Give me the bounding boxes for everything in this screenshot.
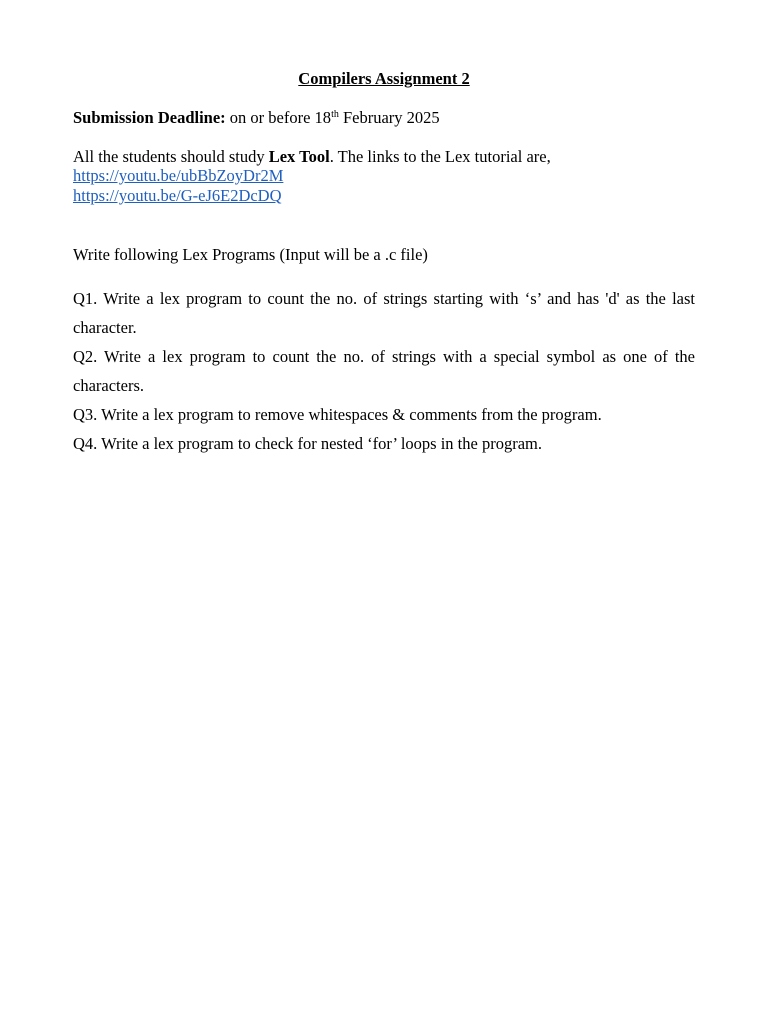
programs-intro: Write following Lex Programs (Input will be a .c file) bbox=[73, 245, 428, 264]
tutorial-link-2[interactable]: https://youtu.be/G-eJ6E2DcDQ bbox=[73, 186, 282, 205]
study-text-before: All the students should study bbox=[73, 147, 269, 166]
study-text-after: . The links to the Lex tutorial are, bbox=[329, 147, 551, 166]
tutorial-links bbox=[73, 166, 283, 206]
question-4: Q4. Write a lex program to check for nested ‘for’ loops in the program. bbox=[73, 434, 542, 453]
question-list bbox=[73, 284, 695, 458]
tutorial-link-1[interactable]: https://youtu.be/ubBbZoyDr2M bbox=[73, 166, 284, 185]
document-title: Compilers Assignment 2 bbox=[298, 69, 470, 88]
study-instruction bbox=[73, 147, 551, 167]
question-1: Q1. Write a lex program to count the no. of strings starting with ‘s’ and has 'd' as the last character. bbox=[73, 289, 695, 337]
question-2: Q2. Write a lex program to count the no. of strings with a special symbol as one of the characters. bbox=[73, 347, 695, 395]
question-3: Q3. Write a lex program to remove whitespaces & comments from the program. bbox=[73, 405, 602, 424]
deadline-superscript: th bbox=[331, 109, 339, 120]
submission-deadline bbox=[73, 108, 440, 128]
deadline-text-after: February 2025 bbox=[338, 108, 440, 127]
study-bold-tool: Lex Tool bbox=[268, 147, 330, 166]
deadline-label: Submission Deadline: bbox=[73, 108, 226, 127]
deadline-text-before: on or before 18 bbox=[225, 108, 332, 127]
